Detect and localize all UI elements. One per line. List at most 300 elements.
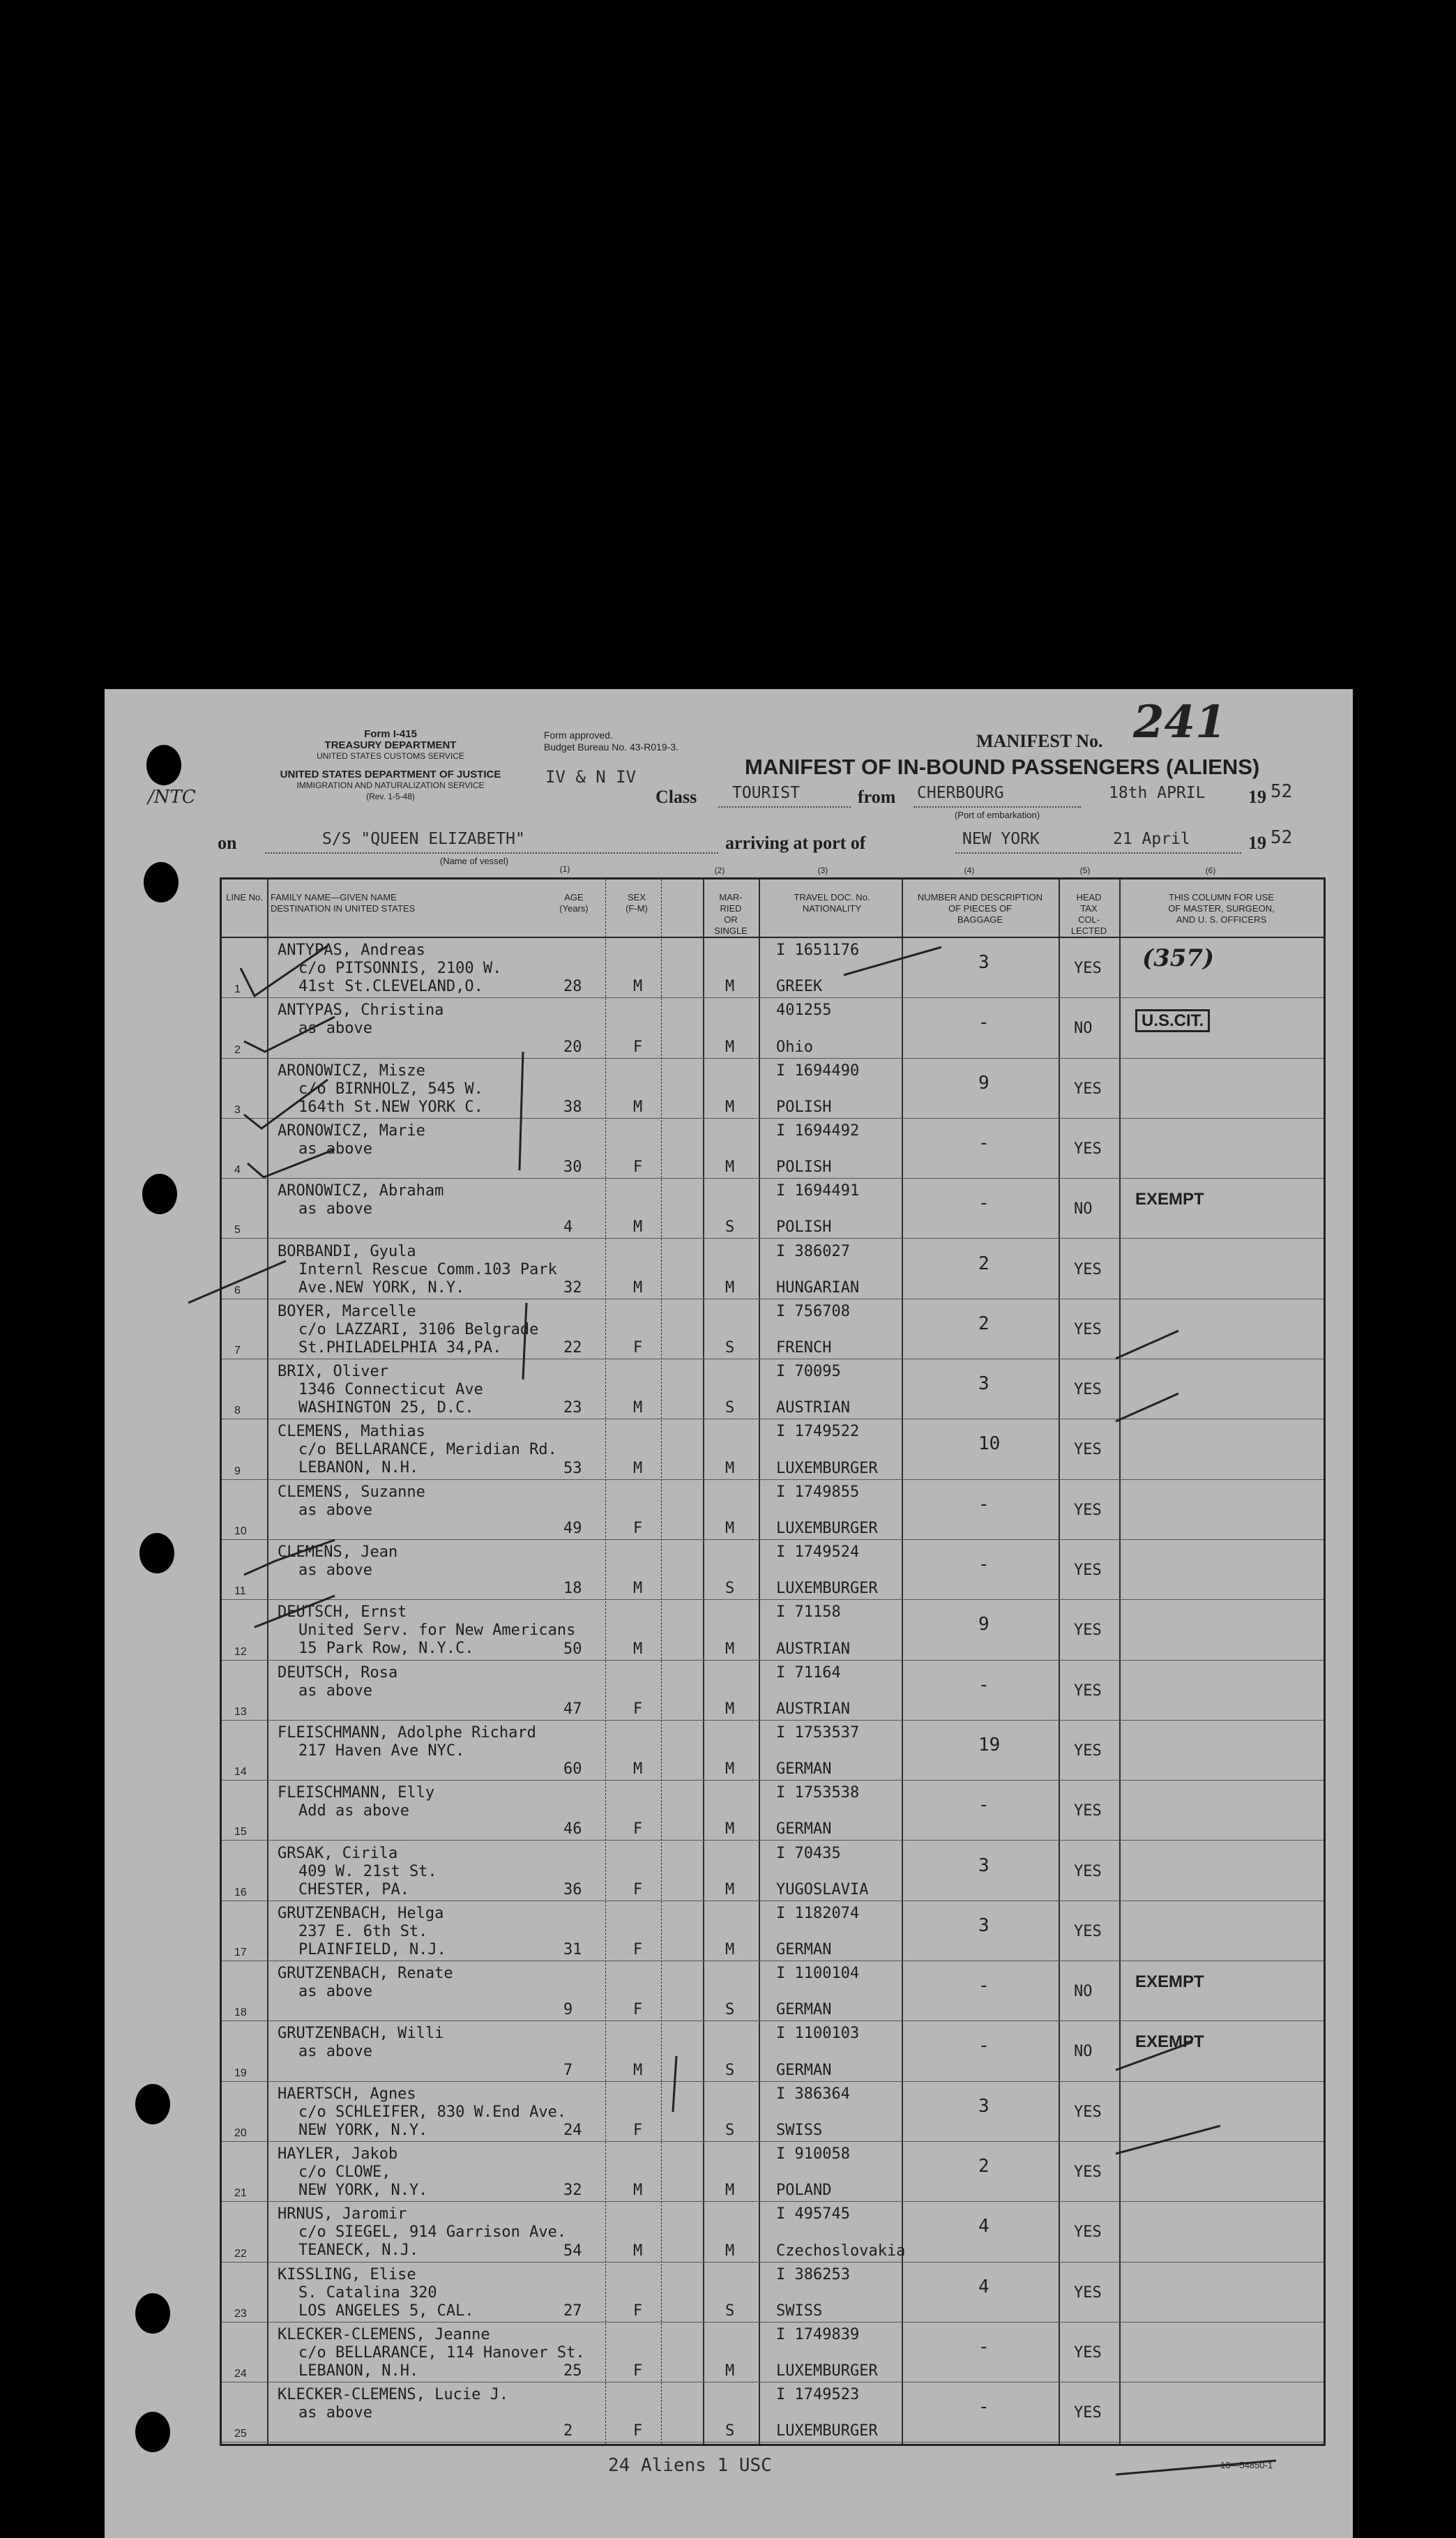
passenger-name: BORBANDI, Gyula xyxy=(278,1242,416,1260)
line-number: 23 xyxy=(234,2307,247,2320)
sex-value: F xyxy=(633,1880,643,1898)
age-value: 38 xyxy=(563,1098,582,1116)
marital-status: M xyxy=(725,978,735,996)
age-value: 23 xyxy=(563,1399,582,1417)
marital-status: M xyxy=(725,1278,735,1297)
destination-line: as above xyxy=(298,1140,372,1158)
passenger-name: ANTYPAS, Andreas xyxy=(278,942,425,959)
on-label: on xyxy=(218,833,237,853)
line-number: 19 xyxy=(234,2067,247,2079)
destination-line: c/o SIEGEL, 914 Garrison Ave. xyxy=(298,2223,567,2242)
travel-doc-number: I 1753538 xyxy=(776,1784,860,1802)
line-number: 1 xyxy=(234,983,241,996)
passenger-name: ARONOWICZ, Abraham xyxy=(278,1182,444,1200)
marital-status: M xyxy=(725,1459,735,1477)
age-value: 22 xyxy=(563,1339,582,1357)
baggage-count: - xyxy=(978,1193,989,1214)
passenger-name: CLEMENS, Suzanne xyxy=(278,1483,425,1501)
manifest-sheet xyxy=(105,689,1353,2538)
line-number: 17 xyxy=(234,1947,247,1959)
baggage-count: 2 xyxy=(978,2156,989,2177)
baggage-count: 10 xyxy=(978,1433,1001,1455)
officer-note: EXEMPT xyxy=(1135,2032,1204,2052)
travel-doc-number: 401255 xyxy=(776,1002,832,1020)
marital-status: M xyxy=(725,1820,735,1838)
form-number: Form I-415 xyxy=(364,728,417,740)
sex-value: F xyxy=(633,1038,643,1056)
nationality: AUSTRIAN xyxy=(776,1700,850,1718)
destination-line: 15 Park Row, N.Y.C. xyxy=(298,1640,474,1658)
sex-value: F xyxy=(633,1158,643,1177)
baggage-count: 9 xyxy=(978,1614,989,1636)
budget-bureau: Budget Bureau No. 43-R019-3. xyxy=(544,741,679,753)
travel-doc-number: I 71158 xyxy=(776,1603,841,1622)
nationality: LUXEMBURGER xyxy=(776,1580,878,1598)
sex-value: M xyxy=(633,1640,643,1658)
head-tax: YES xyxy=(1074,1802,1102,1820)
nationality: GERMAN xyxy=(776,1820,832,1838)
baggage-count: 2 xyxy=(978,1253,989,1274)
baggage-count: - xyxy=(978,1493,989,1515)
age-value: 9 xyxy=(563,2001,573,2019)
line-number: 21 xyxy=(234,2187,247,2200)
class-value: TOURIST xyxy=(732,784,800,802)
header-line-no: LINE No. xyxy=(226,892,263,902)
destination-line: as above xyxy=(298,1562,372,1579)
footer-total: 24 Aliens 1 USC xyxy=(608,2455,772,2476)
destination-line: c/o SCHLEIFER, 830 W.End Ave. xyxy=(298,2103,567,2121)
head-tax: YES xyxy=(1074,1622,1102,1640)
header-officers: THIS COLUMN FOR USE OF MASTER, SURGEON, AND U. S. OFFICERS xyxy=(1168,892,1275,925)
age-value: 60 xyxy=(563,1760,582,1778)
head-tax: YES xyxy=(1074,1922,1102,1940)
column-number-3: (3) xyxy=(817,866,828,875)
destination-line: NEW YORK, N.Y. xyxy=(298,2182,428,2199)
travel-doc-number: I 70095 xyxy=(776,1363,841,1381)
header-married: MAR- RIED OR SINGLE xyxy=(714,892,748,936)
customs-service: UNITED STATES CUSTOMS SERVICE xyxy=(317,751,464,761)
nationality: AUSTRIAN xyxy=(776,1399,850,1417)
class-label: Class xyxy=(655,787,697,807)
baggage-count: 19 xyxy=(978,1734,1001,1755)
destination-line: Ave.NEW YORK, N.Y. xyxy=(298,1278,465,1297)
destination-line: as above xyxy=(298,2043,372,2061)
age-value: 28 xyxy=(563,978,582,996)
passenger-name: HAYLER, Jakob xyxy=(278,2145,398,2163)
baggage-count: 3 xyxy=(978,2095,989,2117)
nationality: GERMAN xyxy=(776,2061,832,2079)
baggage-count: 4 xyxy=(978,2216,989,2237)
head-tax: YES xyxy=(1074,1320,1102,1338)
destination-line: as above xyxy=(298,1682,372,1700)
head-tax: YES xyxy=(1074,1862,1102,1880)
head-tax: YES xyxy=(1074,1140,1102,1158)
destination-line: LEBANON, N.H. xyxy=(298,1459,419,1477)
sex-value: M xyxy=(633,978,643,996)
header-baggage: NUMBER AND DESCRIPTION OF PIECES OF BAGGAGE xyxy=(917,892,1043,925)
destination-line: c/o CLOWE, xyxy=(298,2163,391,2181)
marital-status: M xyxy=(725,1760,735,1778)
passenger-name: HRNUS, Jaromir xyxy=(278,2205,407,2223)
nationality: YUGOSLAVIA xyxy=(776,1880,869,1898)
marital-status: S xyxy=(725,1580,735,1598)
marital-status: M xyxy=(725,1038,735,1056)
passenger-name: BRIX, Oliver xyxy=(278,1363,388,1381)
nationality: POLISH xyxy=(776,1218,832,1237)
line-number: 2 xyxy=(234,1043,241,1056)
head-tax: NO xyxy=(1074,1020,1093,1038)
destination-line: c/o LAZZARI, 3106 Belgrade xyxy=(298,1320,539,1338)
marital-status: S xyxy=(725,2302,735,2320)
passenger-name: ANTYPAS, Christina xyxy=(278,1002,444,1020)
travel-doc-number: I 1694491 xyxy=(776,1182,860,1200)
age-value: 31 xyxy=(563,1941,582,1959)
marital-status: M xyxy=(725,2362,735,2380)
sex-value: M xyxy=(633,1218,643,1237)
age-value: 32 xyxy=(563,2182,582,2200)
sex-value: M xyxy=(633,1098,643,1116)
age-value: 24 xyxy=(563,2121,582,2139)
nationality: POLAND xyxy=(776,2182,832,2200)
destination-line: as above xyxy=(298,1200,372,1218)
destination-line: 409 W. 21st St. xyxy=(298,1862,437,1880)
line-number: 6 xyxy=(234,1284,241,1297)
column-number-6: (6) xyxy=(1205,866,1216,875)
destination-line: United Serv. for New Americans xyxy=(298,1622,576,1640)
head-tax: NO xyxy=(1074,1200,1093,1218)
sex-value: F xyxy=(633,1339,643,1357)
passenger-name: HAERTSCH, Agnes xyxy=(278,2085,416,2103)
passenger-name: KLECKER-CLEMENS, Jeanne xyxy=(278,2325,490,2343)
sex-value: M xyxy=(633,2182,643,2200)
travel-doc-number: I 756708 xyxy=(776,1302,850,1320)
line-number: 14 xyxy=(234,1766,247,1778)
age-value: 50 xyxy=(563,1640,582,1658)
destination-line: LEBANON, N.H. xyxy=(298,2362,419,2380)
head-tax: YES xyxy=(1074,1441,1102,1459)
embarkation-note: (Port of embarkation) xyxy=(954,810,1040,820)
line-number: 4 xyxy=(234,1164,241,1177)
passenger-name: ARONOWICZ, Misze xyxy=(278,1062,425,1080)
arrival-port: NEW YORK xyxy=(962,830,1040,848)
nationality: POLISH xyxy=(776,1098,832,1116)
header-head-tax: HEAD TAX COL- LECTED xyxy=(1070,892,1107,936)
baggage-count: 3 xyxy=(978,1855,989,1876)
line-number: 20 xyxy=(234,2127,247,2139)
travel-doc-number: I 495745 xyxy=(776,2205,850,2223)
baggage-count: 2 xyxy=(978,1313,989,1334)
baggage-count: 3 xyxy=(978,952,989,973)
head-tax: YES xyxy=(1074,1080,1102,1098)
baggage-count: 3 xyxy=(978,1373,989,1395)
line-number: 9 xyxy=(234,1465,241,1477)
destination-line: c/o PITSONNIS, 2100 W. xyxy=(298,960,502,977)
baggage-count: - xyxy=(978,1132,989,1154)
travel-doc-number: I 71164 xyxy=(776,1663,841,1682)
travel-doc-number: I 70435 xyxy=(776,1844,841,1862)
embarkation-port: CHERBOURG xyxy=(917,784,1004,802)
baggage-count: - xyxy=(978,2336,989,2357)
marital-status: M xyxy=(725,1158,735,1177)
passenger-name: CLEMENS, Mathias xyxy=(278,1423,425,1441)
form-code: 16—54850-1 xyxy=(1220,2460,1273,2470)
age-value: 54 xyxy=(563,2242,582,2260)
baggage-count: - xyxy=(978,1975,989,1997)
sex-value: F xyxy=(633,2362,643,2380)
age-value: 25 xyxy=(563,2362,582,2380)
nationality: LUXEMBURGER xyxy=(776,2362,878,2380)
head-tax: YES xyxy=(1074,1501,1102,1519)
sex-value: F xyxy=(633,2121,643,2139)
destination-line: 41st St.CLEVELAND,O. xyxy=(298,978,483,995)
destination-line: c/o BELLARANCE, Meridian Rd. xyxy=(298,1441,557,1459)
marital-status: S xyxy=(725,1339,735,1357)
age-value: 49 xyxy=(563,1519,582,1537)
nationality: GREEK xyxy=(776,978,823,996)
nationality: FRENCH xyxy=(776,1339,832,1357)
passenger-name: GRUTZENBACH, Renate xyxy=(278,1965,453,1983)
nationality: LUXEMBURGER xyxy=(776,2422,878,2440)
manifest-title: MANIFEST OF IN-BOUND PASSENGERS (ALIENS) xyxy=(745,755,1260,779)
travel-doc-number: I 1651176 xyxy=(776,942,860,959)
travel-doc-number: I 1182074 xyxy=(776,1904,860,1922)
sex-value: M xyxy=(633,1760,643,1778)
age-value: 27 xyxy=(563,2302,582,2320)
destination-line: CHESTER, PA. xyxy=(298,1880,409,1898)
travel-doc-number: I 1749522 xyxy=(776,1423,860,1441)
head-tax: YES xyxy=(1074,2223,1102,2242)
head-tax: YES xyxy=(1074,2163,1102,2181)
sex-value: F xyxy=(633,2001,643,2019)
head-tax: YES xyxy=(1074,1260,1102,1278)
header-travel-doc: TRAVEL DOC. No. NATIONALITY xyxy=(794,892,870,914)
age-value: 20 xyxy=(563,1038,582,1056)
departure-year: 52 xyxy=(1271,781,1293,802)
head-tax: YES xyxy=(1074,2343,1102,2362)
line-number: 24 xyxy=(234,2368,247,2380)
nationality: HUNGARIAN xyxy=(776,1278,860,1297)
header-name: FAMILY NAME—GIVEN NAME DESTINATION IN UNITED STATES xyxy=(271,892,416,914)
passenger-name: DEUTSCH, Rosa xyxy=(278,1663,398,1682)
vessel-name: S/S "QUEEN ELIZABETH" xyxy=(322,830,525,848)
head-tax: NO xyxy=(1074,2043,1093,2061)
nationality: SWISS xyxy=(776,2302,823,2320)
age-value: 32 xyxy=(563,1278,582,1297)
passenger-name: DEUTSCH, Ernst xyxy=(278,1603,407,1622)
travel-doc-number: I 910058 xyxy=(776,2145,850,2163)
marital-status: S xyxy=(725,2001,735,2019)
line-number: 8 xyxy=(234,1405,241,1417)
line-number: 13 xyxy=(234,1705,247,1718)
line-number: 5 xyxy=(234,1224,241,1237)
baggage-count: 3 xyxy=(978,1914,989,1936)
officer-note: EXEMPT xyxy=(1135,1972,1204,1992)
sex-value: M xyxy=(633,2242,643,2260)
travel-doc-number: I 386364 xyxy=(776,2085,850,2103)
nationality: Czechoslovakia xyxy=(776,2242,906,2260)
marital-status: M xyxy=(725,1098,735,1116)
sex-value: F xyxy=(633,2302,643,2320)
ins-service: IMMIGRATION AND NATURALIZATION SERVICE xyxy=(296,780,485,790)
marital-status: M xyxy=(725,1640,735,1658)
destination-line: as above xyxy=(298,1020,372,1038)
marital-status: S xyxy=(725,1399,735,1417)
destination-line: c/o BIRNHOLZ, 545 W. xyxy=(298,1080,483,1098)
marital-status: M xyxy=(725,2242,735,2260)
sex-value: M xyxy=(633,1399,643,1417)
treasury-department: TREASURY DEPARTMENT xyxy=(324,739,457,751)
age-value: 4 xyxy=(563,1218,573,1237)
travel-doc-number: I 1749523 xyxy=(776,2386,860,2404)
passenger-name: ARONOWICZ, Marie xyxy=(278,1121,425,1140)
baggage-count: - xyxy=(978,1012,989,1034)
arriving-label: arriving at port of xyxy=(725,833,866,853)
age-value: 30 xyxy=(563,1158,582,1177)
destination-line: LOS ANGELES 5, CAL. xyxy=(298,2302,474,2320)
nationality: SWISS xyxy=(776,2121,823,2139)
destination-line: PLAINFIELD, N.J. xyxy=(298,1940,446,1958)
marital-status: S xyxy=(725,2061,735,2079)
destination-line: Internl Rescue Comm.103 Park xyxy=(298,1260,557,1278)
baggage-count: - xyxy=(978,2396,989,2418)
passenger-name: FLEISCHMANN, Adolphe Richard xyxy=(278,1723,536,1742)
nationality: LUXEMBURGER xyxy=(776,1519,878,1537)
travel-doc-number: I 1753537 xyxy=(776,1723,860,1742)
baggage-count: - xyxy=(978,2035,989,2057)
nationality: LUXEMBURGER xyxy=(776,1459,878,1477)
line-number: 15 xyxy=(234,1826,247,1838)
sex-value: M xyxy=(633,1459,643,1477)
line-number: 18 xyxy=(234,2007,247,2019)
check-marks xyxy=(105,689,1353,2538)
passenger-name: FLEISCHMANN, Elly xyxy=(278,1784,435,1802)
head-tax: YES xyxy=(1074,1381,1102,1399)
destination-line: c/o BELLARANCE, 114 Hanover St. xyxy=(298,2343,585,2362)
age-value: 47 xyxy=(563,1700,582,1718)
head-tax: YES xyxy=(1074,2404,1102,2422)
line-number: 10 xyxy=(234,1525,247,1537)
destination-line: NEW YORK, N.Y. xyxy=(298,2121,428,2139)
age-value: 7 xyxy=(563,2061,573,2079)
justice-department: UNITED STATES DEPARTMENT OF JUSTICE xyxy=(280,769,501,780)
arrival-date: 21 April xyxy=(1113,830,1190,848)
passenger-name: GRSAK, Cirila xyxy=(278,1844,398,1862)
age-value: 46 xyxy=(563,1820,582,1838)
travel-doc-number: I 386253 xyxy=(776,2265,850,2283)
officer-note: (357) xyxy=(1142,944,1215,972)
marital-status: S xyxy=(725,2422,735,2440)
header-sex: SEX (F-M) xyxy=(625,892,648,914)
baggage-count: - xyxy=(978,1554,989,1575)
travel-doc-number: I 1100103 xyxy=(776,2025,860,2043)
nationality: GERMAN xyxy=(776,2001,832,2019)
travel-doc-number: I 1694490 xyxy=(776,1062,860,1080)
passenger-name: BOYER, Marcelle xyxy=(278,1302,416,1320)
marital-status: M xyxy=(725,1880,735,1898)
destination-line: 237 E. 6th St. xyxy=(298,1922,428,1940)
revision-date: (Rev. 1-5-48) xyxy=(366,792,415,801)
travel-doc-number: I 386027 xyxy=(776,1242,850,1260)
column-number-2: (2) xyxy=(714,866,725,875)
manifest-number: 241 xyxy=(1133,696,1227,748)
nationality: Ohio xyxy=(776,1038,813,1056)
marital-status: S xyxy=(725,2121,735,2139)
baggage-count: - xyxy=(978,1674,989,1695)
sex-value: F xyxy=(633,2422,643,2440)
column-number-5: (5) xyxy=(1079,866,1091,875)
head-tax: YES xyxy=(1074,1682,1102,1700)
marital-status: M xyxy=(725,1700,735,1718)
marital-status: M xyxy=(725,1519,735,1537)
departure-year-prefix: 19 xyxy=(1248,787,1266,807)
column-number-1: (1) xyxy=(559,864,570,874)
marital-status: M xyxy=(725,2182,735,2200)
destination-line: as above xyxy=(298,1501,372,1519)
head-tax: YES xyxy=(1074,1562,1102,1579)
age-value: 36 xyxy=(563,1880,582,1898)
sex-value: F xyxy=(633,1941,643,1959)
destination-line: 1346 Connecticut Ave xyxy=(298,1381,483,1399)
margin-code: /NTC xyxy=(148,787,196,808)
head-tax: YES xyxy=(1074,960,1102,977)
head-tax: YES xyxy=(1074,2283,1102,2302)
manifest-label: MANIFEST No. xyxy=(976,731,1103,751)
sex-value: M xyxy=(633,2061,643,2079)
destination-line: as above xyxy=(298,1983,372,2001)
destination-line: S. Catalina 320 xyxy=(298,2283,437,2302)
age-value: 2 xyxy=(563,2422,573,2440)
destination-line: TEANECK, N.J. xyxy=(298,2242,419,2260)
passenger-name: CLEMENS, Jean xyxy=(278,1543,398,1561)
destination-line: 217 Haven Ave NYC. xyxy=(298,1742,465,1760)
nationality: GERMAN xyxy=(776,1941,832,1959)
travel-doc-number: I 1694492 xyxy=(776,1121,860,1140)
sex-value: M xyxy=(633,1580,643,1598)
head-tax: YES xyxy=(1074,1742,1102,1760)
column-number-4: (4) xyxy=(964,866,975,875)
line-number: 3 xyxy=(234,1103,241,1116)
destination-line: WASHINGTON 25, D.C. xyxy=(298,1399,474,1417)
line-number: 12 xyxy=(234,1645,247,1658)
line-number: 16 xyxy=(234,1886,247,1898)
line-number: 7 xyxy=(234,1345,241,1357)
age-value: 18 xyxy=(563,1580,582,1598)
sex-value: F xyxy=(633,1820,643,1838)
travel-doc-number: I 1749855 xyxy=(776,1483,860,1501)
officer-note: U.S.CIT. xyxy=(1135,1009,1210,1032)
baggage-count: 9 xyxy=(978,1072,989,1094)
line-number: 25 xyxy=(234,2428,247,2440)
marital-status: M xyxy=(725,1941,735,1959)
officer-note: EXEMPT xyxy=(1135,1190,1204,1209)
age-value: 53 xyxy=(563,1459,582,1477)
arrival-year-prefix: 19 xyxy=(1248,833,1266,853)
head-tax: YES xyxy=(1074,2103,1102,2121)
destination-line: Add as above xyxy=(298,1802,409,1820)
baggage-count: 4 xyxy=(978,2276,989,2297)
sex-value: F xyxy=(633,1519,643,1537)
reference-code: IV & N IV xyxy=(545,767,637,787)
form-approved: Form approved. xyxy=(544,730,613,741)
baggage-count: - xyxy=(978,1795,989,1816)
line-number: 22 xyxy=(234,2247,247,2260)
departure-date: 18th APRIL xyxy=(1109,784,1206,802)
passenger-name: KISSLING, Elise xyxy=(278,2265,416,2283)
marital-status: S xyxy=(725,1218,735,1237)
passenger-name: GRUTZENBACH, Willi xyxy=(278,2025,444,2043)
passenger-name: GRUTZENBACH, Helga xyxy=(278,1904,444,1922)
destination-line: as above xyxy=(298,2404,372,2422)
